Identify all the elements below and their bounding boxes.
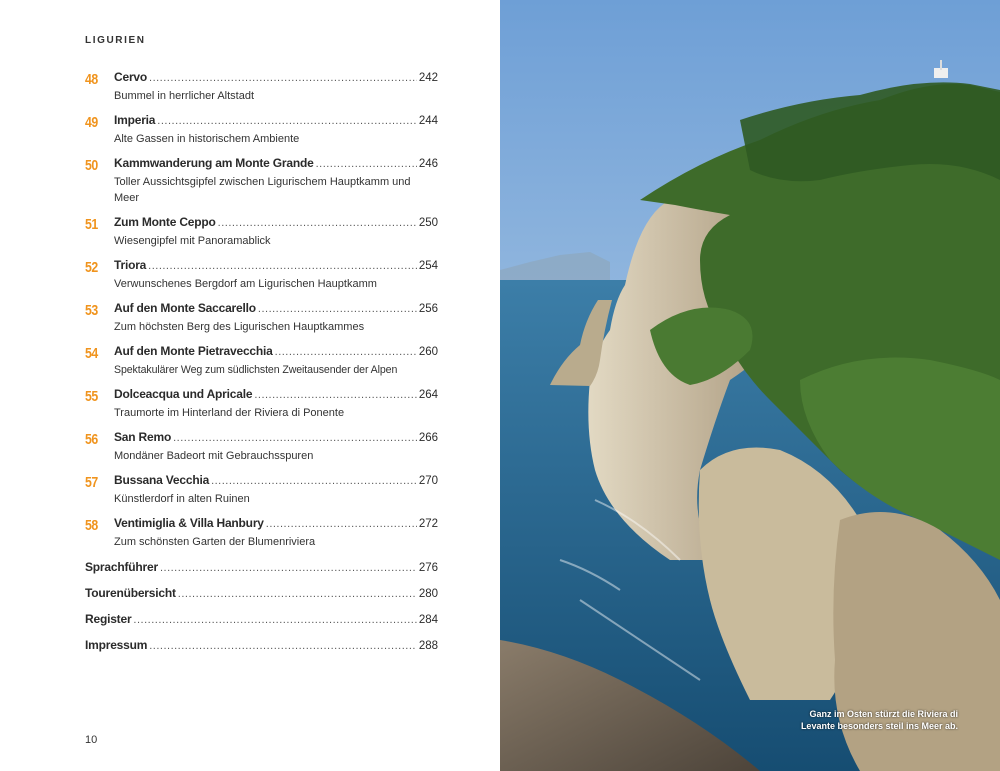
tour-number: 48	[85, 71, 98, 88]
page-number: 246	[418, 158, 438, 170]
right-page	[500, 0, 1000, 771]
page-number: 276	[418, 562, 438, 574]
tour-subtitle: Verwunschenes Bergdorf am Ligurischen Hauptkamm	[114, 278, 377, 290]
coastal-cliff-photo	[500, 0, 1000, 771]
tour-number: 58	[85, 517, 98, 534]
page-number: 256	[418, 303, 438, 315]
leader-dots	[275, 345, 417, 360]
tour-number: 51	[85, 216, 98, 233]
leader-dots	[218, 216, 417, 231]
toc-entry[interactable]	[85, 215, 438, 249]
toc-extra-entry[interactable]	[85, 560, 438, 576]
page-number: 288	[418, 640, 438, 652]
antenna	[940, 60, 942, 70]
toc-entry[interactable]	[85, 258, 438, 292]
toc-extra-entry[interactable]	[85, 586, 438, 602]
leader-dots	[157, 114, 417, 129]
toc-entry[interactable]	[85, 430, 438, 464]
tour-title: Dolceacqua und Apricale	[114, 387, 253, 401]
extra-title: Tourenübersicht	[85, 586, 176, 600]
tour-number: 53	[85, 302, 98, 319]
leader-dots	[149, 639, 417, 654]
tour-subtitle: Spektakulärer Weg zum südlichsten Zweitausender der Alpen	[114, 364, 398, 376]
tour-subtitle: Künstlerdorf in alten Ruinen	[114, 493, 250, 505]
leader-dots	[160, 561, 417, 576]
toc-entry[interactable]	[85, 516, 438, 550]
leader-dots	[148, 259, 417, 274]
table-of-contents	[85, 70, 438, 664]
tour-number: 49	[85, 114, 98, 131]
tour-title: Ventimiglia & Villa Hanbury	[114, 516, 264, 530]
tour-title: San Remo	[114, 430, 172, 444]
toc-entry[interactable]	[85, 301, 438, 335]
tour-title: Kammwanderung am Monte Grande	[114, 156, 314, 170]
page-number: 242	[418, 72, 438, 84]
toc-entry[interactable]	[85, 70, 438, 104]
tour-number: 57	[85, 474, 98, 491]
tour-title: Auf den Monte Pietravecchia	[114, 344, 273, 358]
tour-subtitle: Bummel in herrlicher Altstadt	[114, 90, 254, 102]
toc-extra-entry[interactable]	[85, 638, 438, 654]
page-number: 264	[418, 389, 438, 401]
chapter-header: LIGURIEN	[85, 35, 146, 46]
tour-subtitle: Toller Aussichtsgipfel zwischen Ligurischem Hauptkamm und Meer	[114, 176, 411, 204]
tour-subtitle: Wiesengipfel mit Panoramablick	[114, 235, 271, 247]
page-number: 272	[418, 518, 438, 530]
tour-number: 56	[85, 431, 98, 448]
leader-dots	[173, 431, 417, 446]
tour-title: Zum Monte Ceppo	[114, 215, 216, 229]
page-number: 244	[418, 115, 438, 127]
leader-dots	[149, 71, 417, 86]
page-number: 254	[418, 260, 438, 272]
toc-extra-entry[interactable]	[85, 612, 438, 628]
tour-title: Bussana Vecchia	[114, 473, 210, 487]
extra-title: Register	[85, 612, 132, 626]
page-number: 280	[418, 588, 438, 600]
tour-subtitle: Traumorte im Hinterland der Riviera di Ponente	[114, 407, 345, 419]
tour-title: Triora	[114, 258, 147, 272]
extra-title: Impressum	[85, 638, 148, 652]
folio-page-number: 10	[85, 734, 98, 746]
tour-subtitle: Mondäner Badeort mit Gebrauchsspuren	[114, 450, 314, 462]
tour-number: 50	[85, 157, 98, 174]
tour-number: 52	[85, 259, 98, 276]
tour-number: 54	[85, 345, 98, 362]
tour-subtitle: Zum höchsten Berg des Ligurischen Hauptkammes	[114, 321, 365, 333]
tour-title: Cervo	[114, 70, 148, 84]
leader-dots	[211, 474, 417, 489]
toc-entry[interactable]	[85, 113, 438, 147]
tour-subtitle: Alte Gassen in historischem Ambiente	[114, 133, 300, 145]
leader-dots	[266, 517, 417, 532]
page-number: 270	[418, 475, 438, 487]
leader-dots	[178, 587, 417, 602]
tour-title: Auf den Monte Saccarello	[114, 301, 256, 315]
extra-title: Sprachführer	[85, 560, 158, 574]
page-number: 284	[418, 614, 438, 626]
tour-title: Imperia	[114, 113, 156, 127]
toc-entry[interactable]	[85, 156, 438, 206]
photo-caption: Ganz im Osten stürzt die Riviera di Levante besonders steil ins Meer ab.	[800, 709, 958, 731]
tour-number: 55	[85, 388, 98, 405]
toc-entry[interactable]	[85, 473, 438, 507]
leader-dots	[254, 388, 416, 403]
page-number: 266	[418, 432, 438, 444]
leader-dots	[316, 157, 417, 172]
leader-dots	[258, 302, 417, 317]
tour-subtitle: Zum schönsten Garten der Blumenriviera	[114, 536, 316, 548]
toc-entry[interactable]	[85, 387, 438, 421]
leader-dots	[133, 613, 416, 628]
page-number: 260	[418, 346, 438, 358]
toc-entry[interactable]	[85, 344, 438, 378]
page-number: 250	[418, 217, 438, 229]
